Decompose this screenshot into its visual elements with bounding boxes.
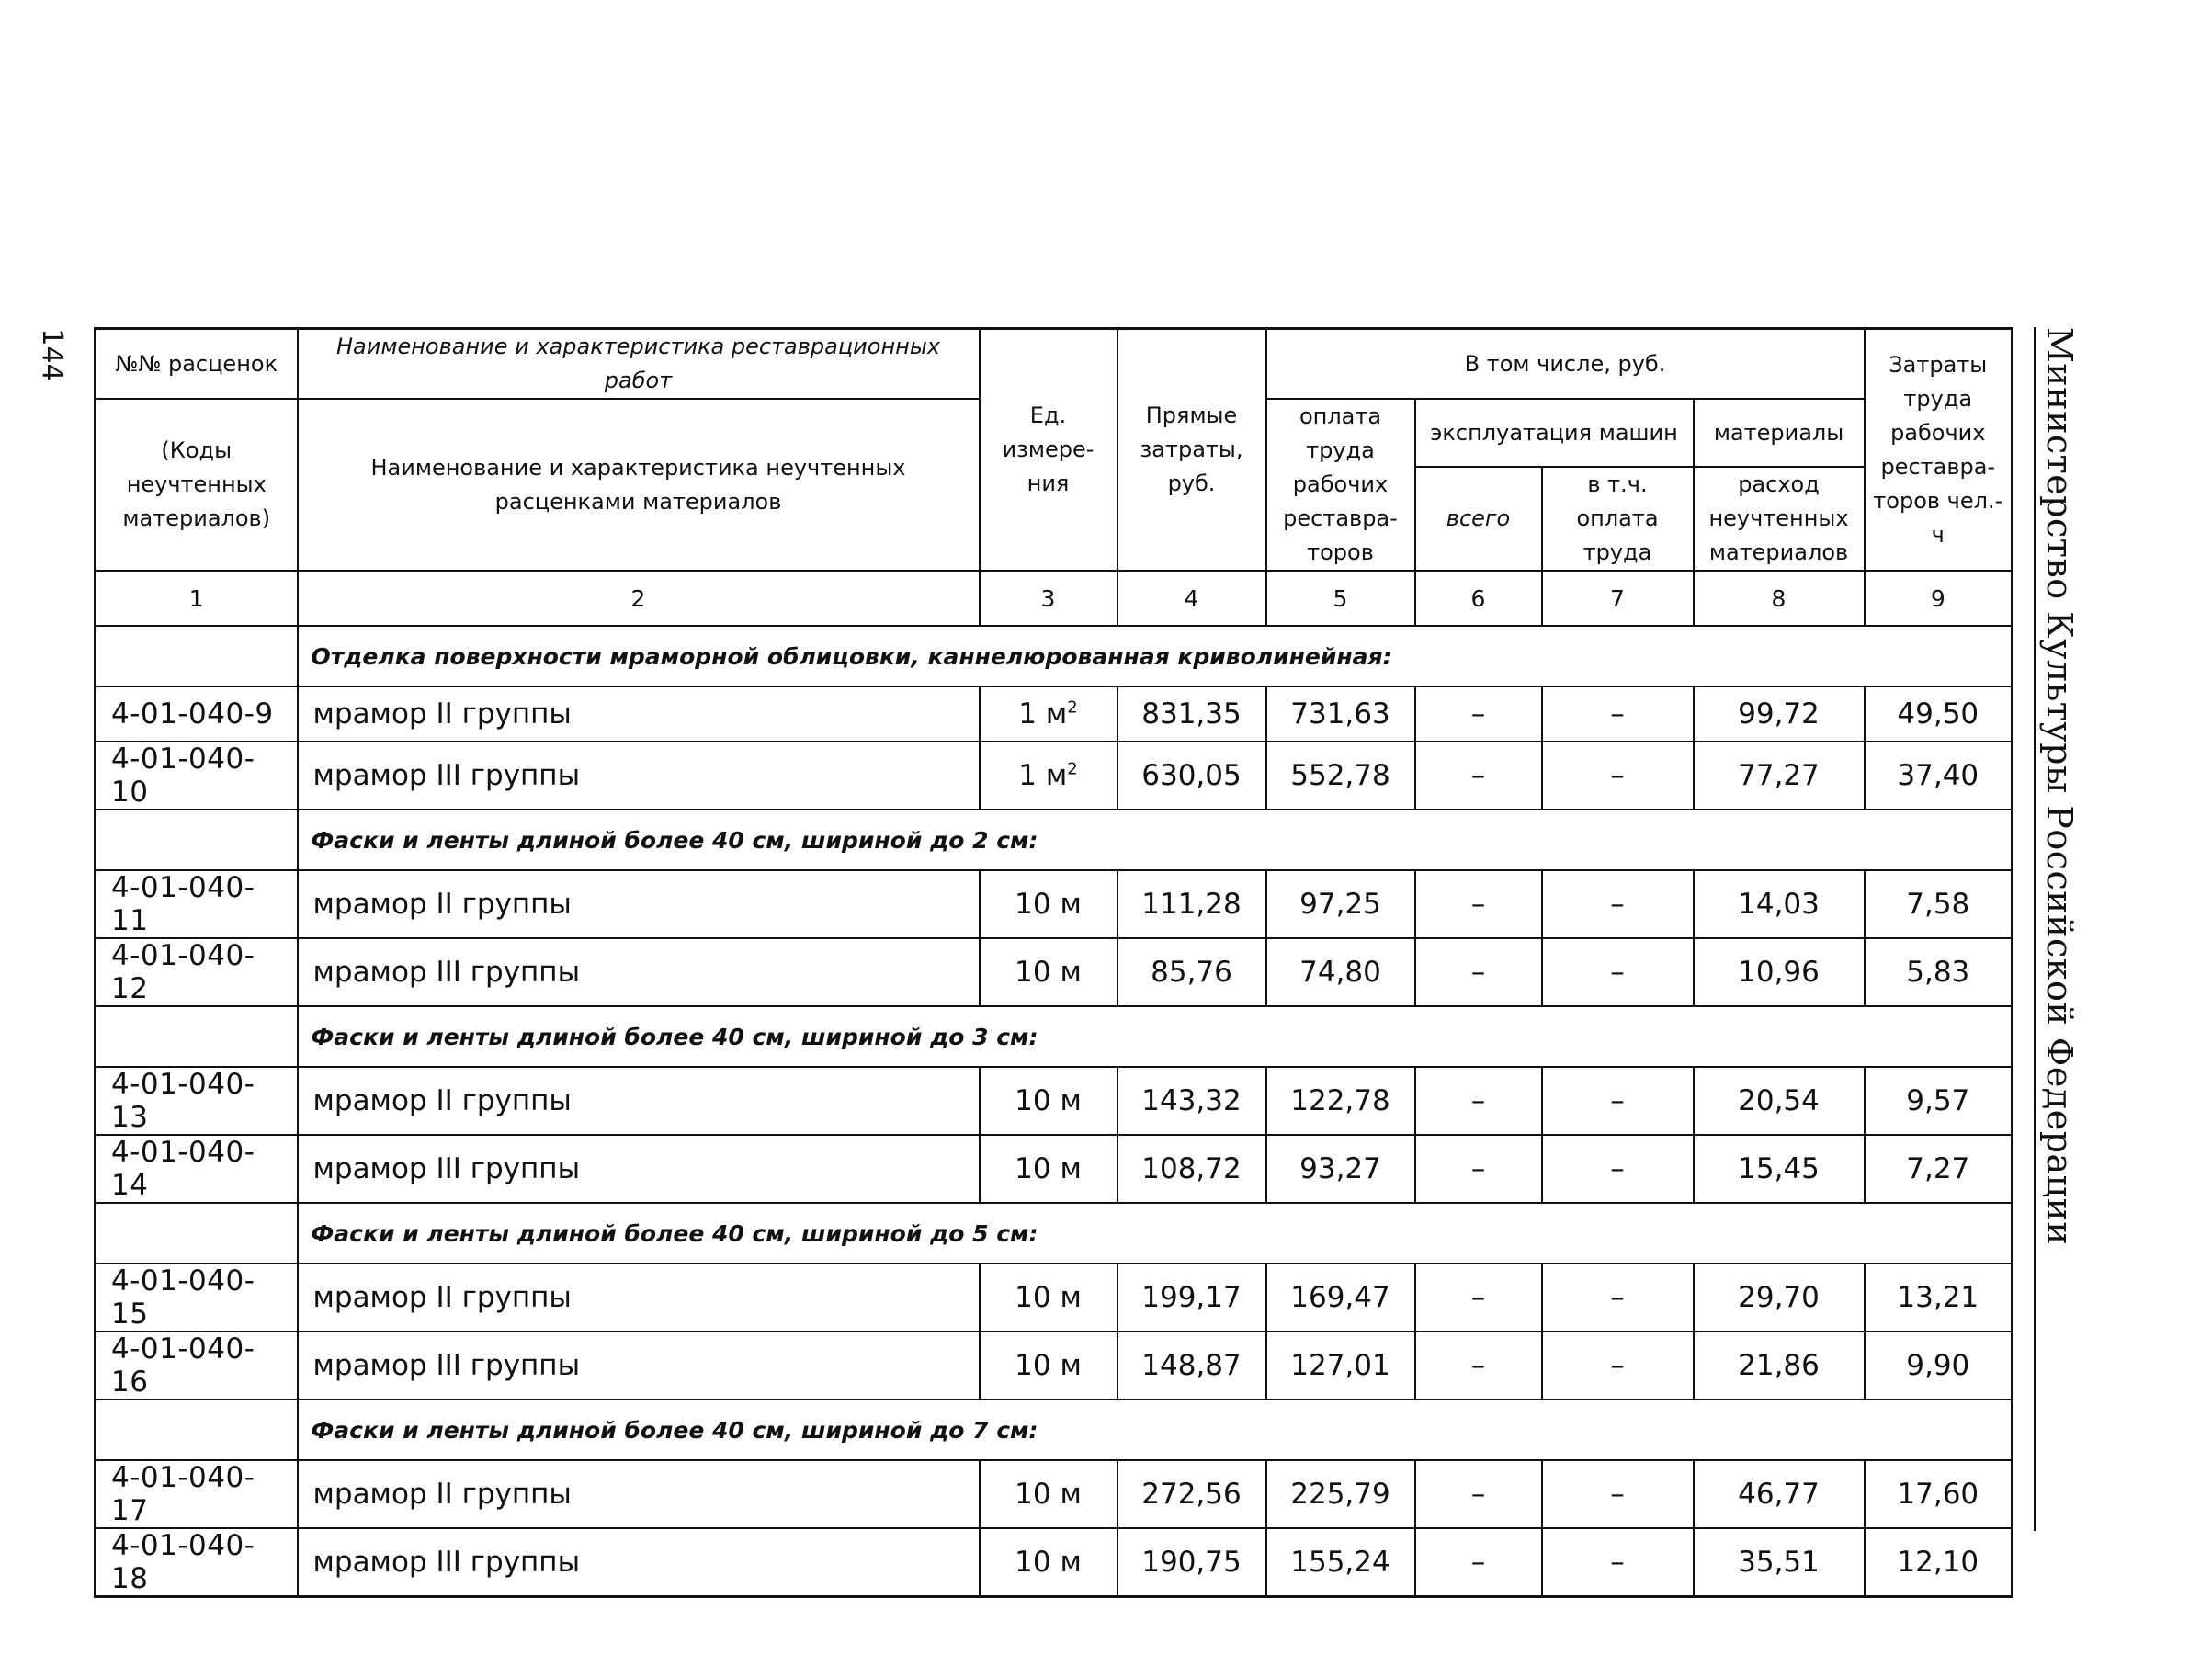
unit-text: 10 м — [1015, 1084, 1082, 1117]
work-name: мрамор II группы — [298, 870, 980, 938]
unit-text: 10 м — [1015, 888, 1082, 921]
section-row — [96, 1006, 2013, 1067]
machines-labor: – — [1542, 1264, 1694, 1332]
header-code: №№ расценок — [96, 329, 298, 400]
machines-labor: – — [1542, 1135, 1694, 1203]
direct-costs: 143,32 — [1117, 1067, 1266, 1135]
rate-code: 4-01-040-16 — [96, 1332, 298, 1400]
labor-hours: 49,50 — [1865, 686, 2013, 742]
unit-text: 10 м — [1015, 1546, 1082, 1579]
column-number: 2 — [298, 571, 980, 626]
work-name: мрамор II группы — [298, 1460, 980, 1528]
header-material-codes: (Коды неучтенных материалов) — [96, 399, 298, 571]
table-row — [96, 1460, 2013, 1528]
section-title: Фаски и ленты длиной более 40 см, шириной до 7 см: — [298, 1400, 2013, 1460]
column-number: 8 — [1694, 571, 1865, 626]
header-materials: материалы — [1694, 399, 1865, 467]
section-row — [96, 1400, 2013, 1460]
direct-costs: 108,72 — [1117, 1135, 1266, 1203]
labor-pay: 74,80 — [1266, 938, 1415, 1006]
header-work-name: Наименование и характеристика реставрационных работ — [298, 329, 980, 400]
labor-pay: 122,78 — [1266, 1067, 1415, 1135]
table-row — [96, 1332, 2013, 1400]
labor-hours: 37,40 — [1865, 742, 2013, 810]
section-title: Фаски и ленты длиной более 40 см, шириной до 3 см: — [298, 1006, 2013, 1067]
section-title: Отделка поверхности мраморной облицовки, каннелюрованная криволинейная: — [298, 626, 2013, 686]
materials-consumption: 21,86 — [1694, 1332, 1865, 1400]
header-direct-costs: Прямые затраты, руб. — [1117, 329, 1266, 572]
materials-consumption: 99,72 — [1694, 686, 1865, 742]
table-row — [96, 686, 2013, 742]
machines-total: – — [1415, 686, 1542, 742]
materials-consumption: 35,51 — [1694, 1528, 1865, 1597]
section-row — [96, 1203, 2013, 1264]
machines-total: – — [1415, 1460, 1542, 1528]
work-name: мрамор II группы — [298, 686, 980, 742]
direct-costs: 190,75 — [1117, 1528, 1266, 1597]
machines-labor: – — [1542, 1460, 1694, 1528]
side-title: Министерство Культуры Российской Федерации — [2039, 327, 2080, 1246]
direct-costs: 85,76 — [1117, 938, 1266, 1006]
direct-costs: 199,17 — [1117, 1264, 1266, 1332]
section-code-cell — [96, 810, 298, 870]
unit-superscript: 2 — [1067, 697, 1078, 718]
labor-hours: 5,83 — [1865, 938, 2013, 1006]
labor-hours: 9,57 — [1865, 1067, 2013, 1135]
machines-total: – — [1415, 742, 1542, 810]
column-number: 7 — [1542, 571, 1694, 626]
unit — [980, 1067, 1117, 1135]
labor-pay: 127,01 — [1266, 1332, 1415, 1400]
unit-text: 10 м — [1015, 1349, 1082, 1382]
direct-costs: 630,05 — [1117, 742, 1266, 810]
section-code-cell — [96, 1006, 298, 1067]
direct-costs: 148,87 — [1117, 1332, 1266, 1400]
rate-code: 4-01-040-10 — [96, 742, 298, 810]
materials-consumption: 20,54 — [1694, 1067, 1865, 1135]
column-number: 3 — [980, 571, 1117, 626]
materials-consumption: 29,70 — [1694, 1264, 1865, 1332]
table-row — [96, 938, 2013, 1006]
column-number-row — [96, 571, 2013, 626]
work-name: мрамор III группы — [298, 1135, 980, 1203]
side-rule — [2034, 327, 2036, 1531]
unit-text: 10 м — [1015, 1478, 1082, 1511]
unit-text: 1 м — [1018, 759, 1068, 792]
work-name: мрамор II группы — [298, 1067, 980, 1135]
header-machines-total: всего — [1415, 467, 1542, 571]
rate-code: 4-01-040-13 — [96, 1067, 298, 1135]
machines-labor: – — [1542, 1332, 1694, 1400]
machines-labor: – — [1542, 1067, 1694, 1135]
unit — [980, 1135, 1117, 1203]
table-body — [96, 626, 2013, 1597]
materials-consumption: 77,27 — [1694, 742, 1865, 810]
labor-pay: 731,63 — [1266, 686, 1415, 742]
machines-total: – — [1415, 870, 1542, 938]
header-machines: эксплуатация машин — [1415, 399, 1694, 467]
machines-total: – — [1415, 1264, 1542, 1332]
machines-labor: – — [1542, 938, 1694, 1006]
unit — [980, 1528, 1117, 1597]
section-title: Фаски и ленты длиной более 40 см, шириной до 5 см: — [298, 1203, 2013, 1264]
direct-costs: 111,28 — [1117, 870, 1266, 938]
unit — [980, 1460, 1117, 1528]
column-number: 5 — [1266, 571, 1415, 626]
machines-total: – — [1415, 938, 1542, 1006]
unit — [980, 1264, 1117, 1332]
materials-consumption: 15,45 — [1694, 1135, 1865, 1203]
rates-table — [94, 327, 2013, 1598]
column-number: 1 — [96, 571, 298, 626]
unit — [980, 870, 1117, 938]
section-code-cell — [96, 1203, 298, 1264]
table-row — [96, 870, 2013, 938]
machines-labor: – — [1542, 1528, 1694, 1597]
materials-consumption: 46,77 — [1694, 1460, 1865, 1528]
header-including-group: В том числе, руб. — [1266, 329, 1865, 400]
machines-labor: – — [1542, 686, 1694, 742]
table-row — [96, 1528, 2013, 1597]
table-row — [96, 742, 2013, 810]
column-number: 9 — [1865, 571, 2013, 626]
machines-total: – — [1415, 1135, 1542, 1203]
header-unit: Ед. измере-ния — [980, 329, 1117, 572]
header-materials-consumption: расход неучтенных материалов — [1694, 467, 1865, 571]
column-number: 4 — [1117, 571, 1266, 626]
table-row — [96, 1067, 2013, 1135]
labor-pay: 225,79 — [1266, 1460, 1415, 1528]
labor-pay: 552,78 — [1266, 742, 1415, 810]
labor-pay: 169,47 — [1266, 1264, 1415, 1332]
rate-code: 4-01-040-14 — [96, 1135, 298, 1203]
unit-superscript: 2 — [1067, 759, 1078, 779]
work-name: мрамор III группы — [298, 1332, 980, 1400]
table-header — [96, 329, 2013, 627]
section-code-cell — [96, 626, 298, 686]
unit — [980, 686, 1117, 742]
unit-text: 1 м — [1018, 697, 1068, 731]
machines-labor: – — [1542, 870, 1694, 938]
rate-code: 4-01-040-15 — [96, 1264, 298, 1332]
rate-code: 4-01-040-18 — [96, 1528, 298, 1597]
page-number: 144 — [36, 328, 68, 381]
rate-code: 4-01-040-17 — [96, 1460, 298, 1528]
machines-labor: – — [1542, 742, 1694, 810]
materials-consumption: 14,03 — [1694, 870, 1865, 938]
rate-code: 4-01-040-12 — [96, 938, 298, 1006]
labor-hours: 7,27 — [1865, 1135, 2013, 1203]
rate-code: 4-01-040-9 — [96, 686, 298, 742]
section-code-cell — [96, 1400, 298, 1460]
labor-hours: 12,10 — [1865, 1528, 2013, 1597]
unit-text: 10 м — [1015, 1281, 1082, 1314]
labor-pay: 97,25 — [1266, 870, 1415, 938]
labor-pay: 93,27 — [1266, 1135, 1415, 1203]
work-name: мрамор III группы — [298, 938, 980, 1006]
header-material-name: Наименование и характеристика неучтенных расценками материалов — [298, 399, 980, 571]
section-row — [96, 810, 2013, 870]
header-labor-hours: Затраты труда рабочих реставра-торов чел.-ч — [1865, 329, 2013, 572]
machines-total: – — [1415, 1067, 1542, 1135]
unit-text: 10 м — [1015, 1152, 1082, 1185]
direct-costs: 831,35 — [1117, 686, 1266, 742]
direct-costs: 272,56 — [1117, 1460, 1266, 1528]
header-machines-labor: в т.ч. оплата труда — [1542, 467, 1694, 571]
labor-hours: 13,21 — [1865, 1264, 2013, 1332]
machines-total: – — [1415, 1332, 1542, 1400]
unit — [980, 938, 1117, 1006]
section-row — [96, 626, 2013, 686]
labor-hours: 7,58 — [1865, 870, 2013, 938]
labor-pay: 155,24 — [1266, 1528, 1415, 1597]
work-name: мрамор III группы — [298, 742, 980, 810]
work-name: мрамор II группы — [298, 1264, 980, 1332]
rate-code: 4-01-040-11 — [96, 870, 298, 938]
unit — [980, 742, 1117, 810]
unit-text: 10 м — [1015, 956, 1082, 989]
unit — [980, 1332, 1117, 1400]
materials-consumption: 10,96 — [1694, 938, 1865, 1006]
labor-hours: 9,90 — [1865, 1332, 2013, 1400]
machines-total: – — [1415, 1528, 1542, 1597]
header-labor-pay: оплата труда рабочих реставра-торов — [1266, 399, 1415, 571]
column-number: 6 — [1415, 571, 1542, 626]
section-title: Фаски и ленты длиной более 40 см, шириной до 2 см: — [298, 810, 2013, 870]
table-row — [96, 1135, 2013, 1203]
table-row — [96, 1264, 2013, 1332]
labor-hours: 17,60 — [1865, 1460, 2013, 1528]
work-name: мрамор III группы — [298, 1528, 980, 1597]
